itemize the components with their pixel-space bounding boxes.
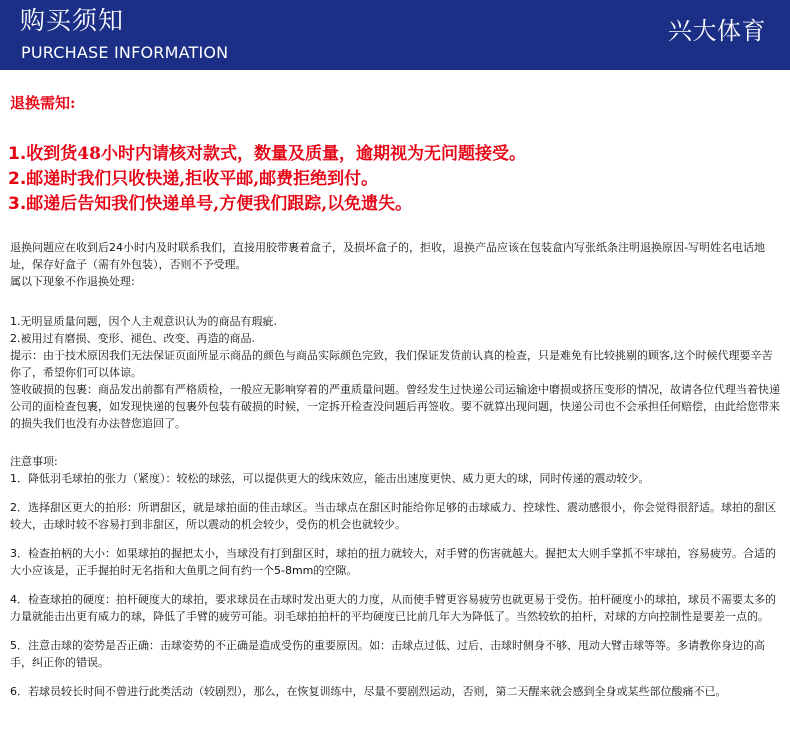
damaged-package-paragraph: 签收破损的包裹：商品发出前都有严格质检，一般应无影响穿着的严重质量问题。曾经发生过快递公司运输途中磨损或挤压变形的情况，故请各位代理当着快递公司的面检查包裹，如发现快递的包裹外包装有破损的时候，一定拆开检查没问题后再签收。要不就算出现问题，快递公司也不会承担任何赔偿，由此给您带来的损失我们也没有办法替您追回了。 [10, 383, 780, 430]
no-return-list [10, 313, 780, 432]
header-banner [0, 0, 790, 70]
precaution-item: 5．注意击球的姿势是否正确：击球姿势的不正确是造成受伤的重要原因。如：击球点过低、过后、击球时侧身不够、甩动大臂击球等等。多请教你身边的高手，纠正你的错误。 [10, 639, 765, 669]
no-return-point: 1.无明显质量问题，因个人主观意识认为的商品有瑕疵. [10, 315, 277, 328]
return-notice-title: 退换需知: [10, 94, 76, 112]
return-policy-block [10, 239, 780, 290]
precaution-item: 4．检查球拍的硬度：拍杆硬度大的球拍，要求球员在击球时发出更大的力度，从而使手臂更容易疲劳也就更易于受伤。拍杆硬度小的球拍，球员不需要太多的力量就能击出更有威力的球，降低了手臂的疲劳可能。羽毛球拍拍杆的平均硬度已比前几年大为降低了。当然较软的拍杆，对球的方向控制性是要差一点的。 [10, 593, 776, 623]
tip-paragraph: 提示：由于技术原因我们无法保证页面所显示商品的颜色与商品实际颜色完致，我们保证发货前认真的检查，只是难免有比较挑剔的顾客,这个时候代理要辛苦你了，希望你们可以体谅。 [10, 349, 773, 379]
precaution-item: 6．若球员较长时间不曾进行此类活动（较剧烈），那么，在恢复训练中，尽量不要剧烈运动，否则，第二天醒来就会感到全身或某些部位酸痛不已。 [10, 685, 727, 698]
precaution-item: 3．检查拍柄的大小：如果球拍的握把太小，当球没有打到甜区时，球拍的扭力就较大，对手臂的伤害就越大。握把太大则手掌抓不牢球拍，容易疲劳。合适的大小应该是，正手握拍时无名指和大鱼肌之间有约一个5-8mm的空隙。 [10, 547, 776, 577]
no-return-title: 属以下现象不作退换处理: [10, 275, 135, 288]
content-area [0, 70, 790, 740]
no-return-point: 2.被用过有磨损、变形、褪色、改变、再造的商品. [10, 332, 255, 345]
precautions-title: 注意事项: [10, 455, 58, 468]
notice-item: 1.收到货48小时内请核对款式，数量及质量，逾期视为无问题接受。 [8, 144, 526, 164]
precaution-item: 2．选择甜区更大的拍形：所谓甜区，就是球拍面的佳击球区。当击球点在甜区时能给你足够的击球威力、控球性、震动感很小，你会觉得很舒适。球拍的甜区较大，击球时较不容易打到非甜区，所以震动的机会较少，受伤的机会也就较少。 [10, 501, 776, 531]
return-notice-list [8, 142, 778, 217]
page-subtitle: PURCHASE INFORMATION [21, 43, 229, 62]
return-policy-intro: 退换问题应在收到后24小时内及时联系我们，直接用胶带裹着盒子，及损坏盒子的，拒收，退换产品应该在包装盒内写张纸条注明退换原因-写明姓名电话地址，保存好盒子（需有外包装），否则不予受理。 [10, 241, 765, 271]
page-title: 购买须知 [20, 6, 125, 35]
brand-name: 兴大体育 [668, 17, 766, 45]
precautions-block [10, 453, 780, 700]
precaution-item: 1．降低羽毛球拍的张力（紧度）：较松的球弦，可以提供更大的线床效应，能击出速度更快、威力更大的球，同时传递的震动较少。 [10, 472, 650, 485]
notice-item: 3.邮递后告知我们快递单号,方便我们跟踪,以免遗失。 [8, 194, 413, 214]
notice-item: 2.邮递时我们只收快递,拒收平邮,邮费拒绝到付。 [8, 169, 379, 189]
